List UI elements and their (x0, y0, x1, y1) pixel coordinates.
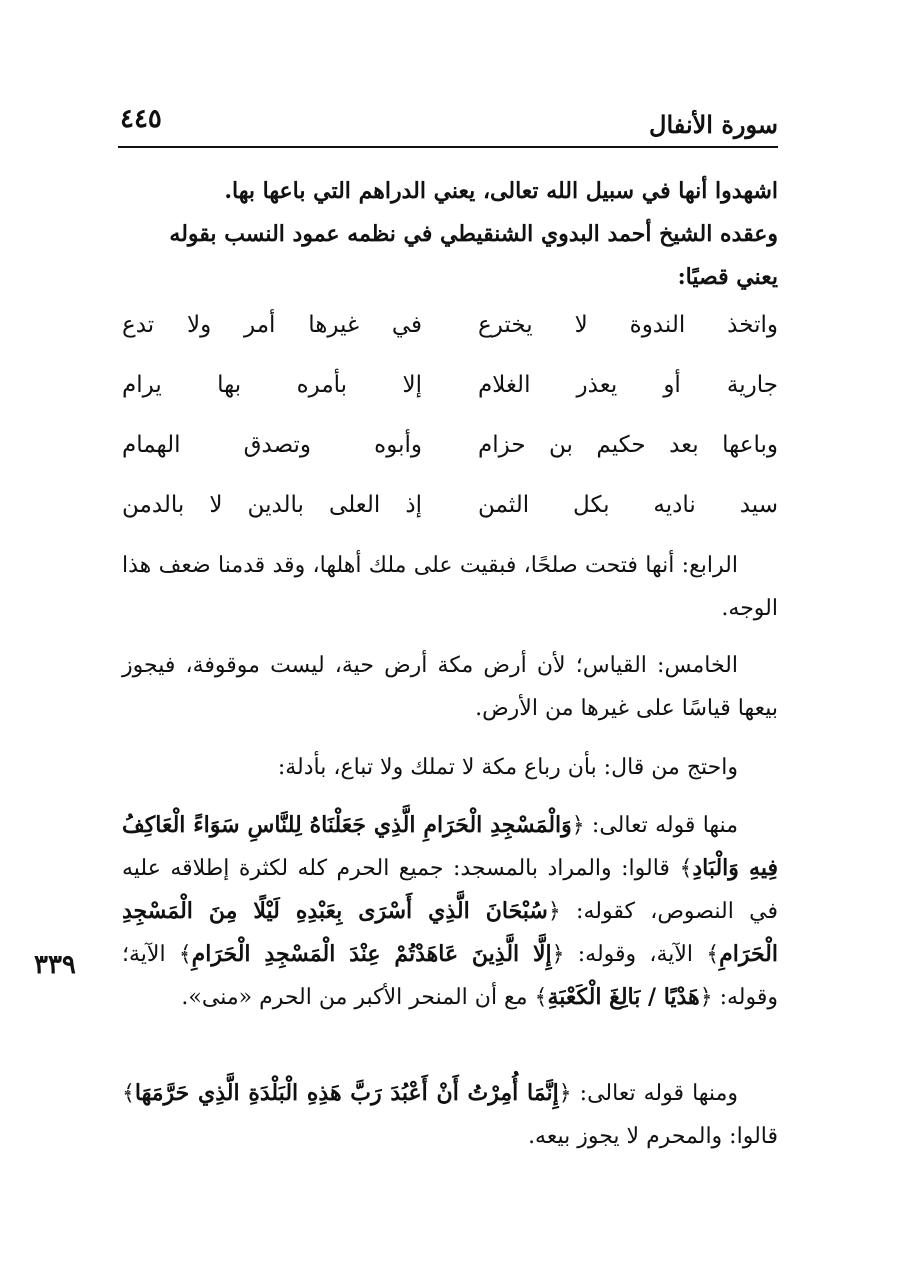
verse-first-hemistich: وباعها بعد حكيم بن حزام (478, 432, 778, 458)
quran-quote: هَدْيًا / بَالِغَ الْكَعْبَةِ (547, 984, 700, 1010)
paragraph-evidence-one (122, 804, 778, 1019)
quran-close-bracket: ﴾ (122, 1081, 135, 1106)
surah-title: سورة الأنفال (649, 110, 778, 139)
page-header (118, 96, 778, 148)
verse-first-hemistich: سيد ناديه بكل الثمن (478, 492, 778, 518)
quran-close-bracket: ﴾ (178, 942, 192, 967)
quran-quote: سُبْحَانَ الَّذِي أَسْرَى بِعَبْدِهِ لَيْلًا مِنَ الْمَسْجِدِ الْحَرَامِ (122, 898, 778, 967)
quran-quote: إِنَّمَا أُمِرْتُ أَنْ أَعْبُدَ رَبَّ هَذِهِ الْبَلْدَةِ الَّذِي حَرَّمَهَا (134, 1080, 559, 1106)
text-run: مع أن المنحر الأكبر من الحرم «منى». (181, 985, 535, 1010)
quran-quote: إِلَّا الَّذِينَ عَاهَدْتُمْ عِنْدَ الْمَسْجِدِ الْحَرَامِ (191, 941, 552, 967)
paragraph-fifth: الخامس: القياس؛ لأن أرض مكة أرض حية، ليست موقوفة، فيجوز بيعها قياسًا على غيرها من الأرض. (122, 653, 778, 721)
intro-line: وعقده الشيخ أحمد البدوي الشنقيطي في نظمه عمود النسب بقوله (169, 221, 778, 247)
paragraph-evidence-intro: واحتج من قال: بأن رباع مكة لا تملك ولا تباع، بأدلة: (277, 755, 738, 780)
verse-second-hemistich: في غيرها أمر ولا تدع (122, 312, 422, 338)
quran-open-bracket: ﴿ (571, 813, 585, 838)
quran-open-bracket: ﴿ (699, 985, 713, 1010)
poem-verse (122, 432, 778, 476)
text-run: قالوا: والمحرم لا يجوز بيعه. (528, 1124, 778, 1149)
poem-verse (122, 492, 778, 536)
quran-close-bracket: ﴾ (706, 942, 720, 967)
text-run: الآية؛ وقوله: (122, 942, 778, 1010)
quran-open-bracket: ﴿ (547, 899, 561, 924)
text-run: ومنها قوله تعالى: (571, 1081, 738, 1106)
quran-open-bracket: ﴿ (558, 1081, 572, 1106)
quran-close-bracket: ﴾ (679, 856, 693, 881)
text-run: قالوا: والمراد بالمسجد: جميع الحرم كله لكثرة إطلاقه عليه في النصوص، كقوله: (122, 856, 778, 924)
verse-second-hemistich: وأبوه وتصدق الهمام (122, 432, 422, 458)
quran-close-bracket: ﴾ (534, 985, 548, 1010)
poem-verse (122, 372, 778, 416)
paragraph-fourth: الرابع: أنها فتحت صلحًا، فبقيت على ملك أهلها، وقد قدمنا ضعف هذا الوجه. (122, 553, 778, 621)
verse-first-hemistich: واتخذ الندوة لا يخترع (478, 312, 778, 338)
intro-line: يعني قصيًا: (677, 264, 778, 290)
page-number: ٤٤٥ (120, 104, 162, 134)
verse-second-hemistich: إلا بأمره بها يرام (122, 372, 422, 398)
text-run: منها قوله تعالى: (584, 813, 738, 838)
paragraph-evidence-two (122, 1072, 778, 1158)
poem-verse (122, 312, 778, 356)
margin-number: ٣٣٩ (34, 950, 76, 980)
text-run: الآية، وقوله: (564, 942, 707, 967)
paragraph-intro (122, 170, 778, 299)
verse-first-hemistich: جارية أو يعذر الغلام (478, 372, 778, 398)
verse-second-hemistich: إذ العلى بالدين لا بالدمن (122, 492, 422, 518)
intro-line: اشهدوا أنها في سبيل الله تعالى، يعني الدراهم التي باعها بها. (224, 178, 778, 204)
quran-open-bracket: ﴿ (551, 942, 565, 967)
quran-quote: وَالْمَسْجِدِ الْحَرَامِ الَّذِي جَعَلْنَاهُ لِلنَّاسِ سَوَاءً الْعَاكِفُ فِيهِ وَالْبَادِ (122, 812, 779, 881)
